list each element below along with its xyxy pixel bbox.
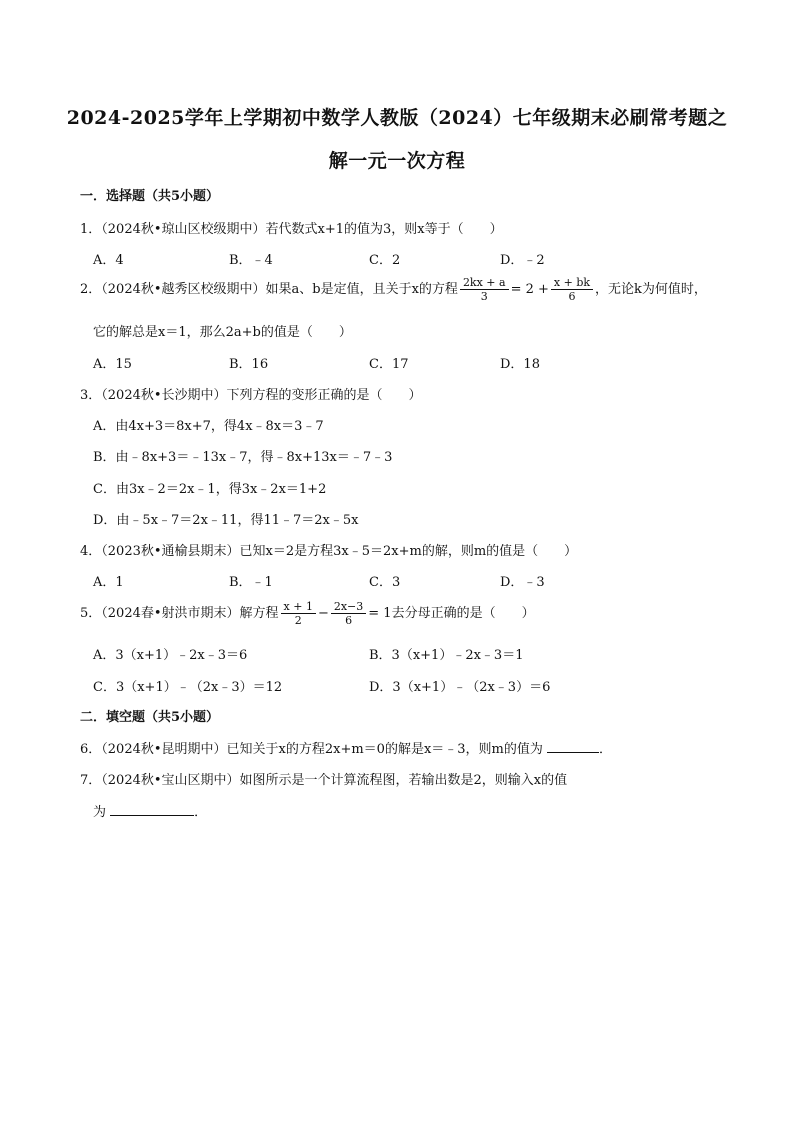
q5-fraction-1: [281, 600, 316, 627]
q5-frac1-denominator: 2: [294, 614, 302, 627]
q3-option-a: A．由4x+3＝8x+7，得4x﹣8x＝3﹣7: [93, 419, 324, 434]
q1-option-b: B．﹣4: [229, 253, 273, 268]
q5-prefix: 5．（2024春•射洪市期末）解方程: [80, 606, 279, 621]
section-choice-heading: 一．选择题（共5小题）: [80, 189, 220, 204]
q4-option-c: C．3: [369, 575, 401, 590]
q1-option-a: A．4: [93, 253, 124, 268]
q5-option-b: B．3（x+1）﹣2x﹣3＝1: [369, 648, 524, 663]
q3-option-b: B．由﹣8x+3＝﹣13x﹣7，得﹣8x+13x＝﹣7﹣3: [93, 450, 393, 465]
q2-frac2-denominator: 6: [568, 290, 576, 303]
q7-line2-text: 为: [93, 805, 107, 820]
document-title-line2: 解一元一次方程: [328, 150, 466, 172]
q2-option-c: C．17: [369, 357, 409, 372]
q2-fraction-2: [551, 276, 593, 303]
question-5: [80, 600, 535, 627]
q5-fraction-2: [331, 600, 366, 627]
q2-option-d: D．18: [500, 357, 540, 372]
q2-option-b: B．16: [229, 357, 269, 372]
question-2-line2: 它的解总是x＝1，那么2a+b的值是（ ）: [93, 325, 352, 340]
q2-mid: = 2 +: [510, 282, 549, 297]
q2-fraction-1: [460, 276, 509, 303]
q3-option-d: D．由﹣5x﹣7＝2x﹣11，得11﹣7＝2x﹣5x: [93, 513, 359, 528]
q5-minus: −: [317, 606, 329, 621]
q5-option-a: A．3（x+1）﹣2x﹣3＝6: [93, 648, 248, 663]
q2-frac1-denominator: 3: [480, 290, 488, 303]
q5-frac1-numerator: x + 1: [281, 600, 316, 614]
question-1: 1．（2024秋•琼山区校级期中）若代数式x+1的值为3，则x等于（ ）: [80, 222, 503, 237]
q2-prefix: 2．（2024秋•越秀区校级期中）如果a、b是定值，且关于x的方程: [80, 282, 458, 297]
question-7-line2: [93, 801, 207, 820]
section-fill-heading: 二．填空题（共5小题）: [80, 710, 220, 725]
q4-option-b: B．﹣1: [229, 575, 273, 590]
q2-option-a: A．15: [93, 357, 132, 372]
q4-option-d: D．﹣3: [500, 575, 545, 590]
question-6: [80, 738, 612, 757]
q1-option-d: D．﹣2: [500, 253, 545, 268]
question-7: 7．（2024秋•宝山区期中）如图所示是一个计算流程图，若输出数是2，则输入x的值: [80, 773, 568, 788]
q2-frac1-numerator: 2kx + a: [460, 276, 509, 290]
q1-option-c: C．2: [369, 253, 401, 268]
question-4: 4．（2023秋•通榆县期末）已知x＝2是方程3x﹣5＝2x+m的解，则m的值是（ ）: [80, 544, 578, 559]
q5-frac2-numerator: 2x−3: [331, 600, 366, 614]
question-3: 3．（2024秋•长沙期中）下列方程的变形正确的是（ ）: [80, 388, 422, 403]
q6-end: ．: [599, 742, 613, 757]
q2-frac2-numerator: x + bk: [551, 276, 593, 290]
document-title-line1: 2024-2025学年上学期初中数学人教版（2024）七年级期末必刷常考题之: [66, 107, 728, 129]
question-2: [80, 276, 707, 303]
q5-option-c: C．3（x+1）﹣（2x﹣3）＝12: [93, 680, 283, 695]
q3-option-c: C．由3x﹣2＝2x﹣1，得3x﹣2x＝1+2: [93, 482, 327, 497]
q6-text: 6．（2024秋•昆明期中）已知关于x的方程2x+m＝0的解是x＝﹣3，则m的值为: [80, 742, 543, 757]
q7-end: ．: [194, 805, 208, 820]
q4-option-a: A．1: [93, 575, 124, 590]
q5-frac2-denominator: 6: [345, 614, 353, 627]
q6-answer-blank: [547, 740, 599, 753]
q2-suffix: ，无论k为何值时，: [595, 282, 707, 297]
q5-option-d: D．3（x+1）﹣（2x﹣3）＝6: [369, 680, 551, 695]
q5-suffix: = 1去分母正确的是（ ）: [368, 606, 535, 621]
q7-answer-blank: [110, 803, 194, 816]
